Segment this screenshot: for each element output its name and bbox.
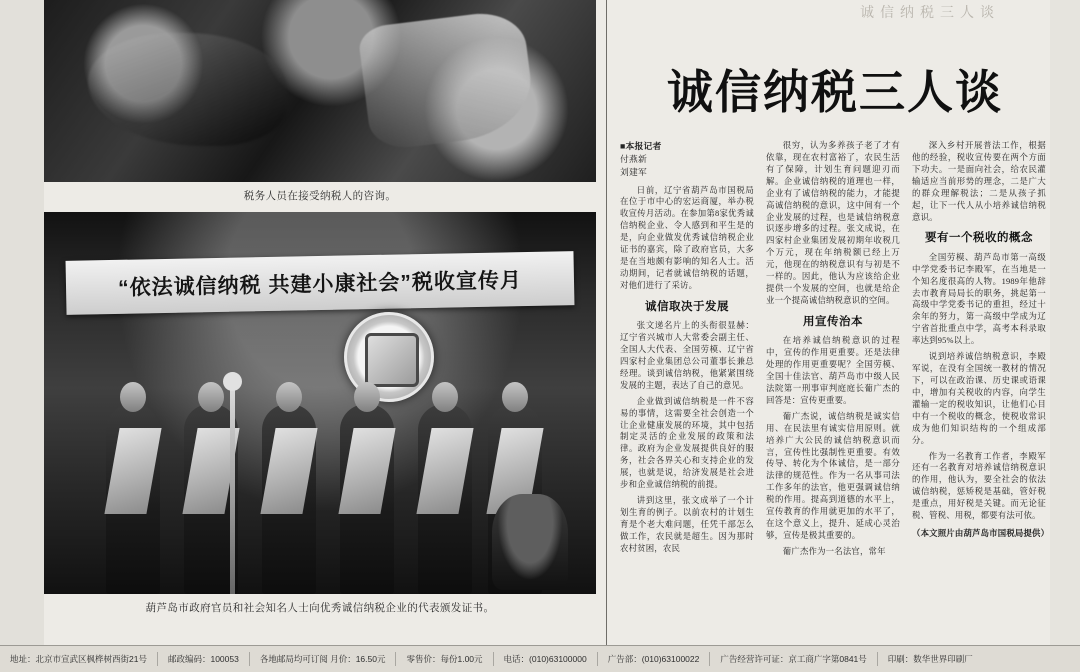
footer-item: 零售价：每份1.00元 — [406, 654, 483, 664]
person-figure — [418, 404, 472, 594]
footer-item: 广告经营许可证：京工商广字第0841号 — [720, 654, 867, 664]
footer-item: 邮政编码：100053 — [167, 654, 239, 664]
footer-item: 电话：(010)63100000 — [503, 654, 587, 664]
potted-plant — [492, 494, 568, 590]
ceremony-banner-text: “依法诚信纳税 共建小康社会”税收宣传月 — [117, 269, 523, 300]
paragraph: 日前，辽宁省葫芦岛市国税局在位于市中心的宏运商厦，举办税收宣传月活动。在参加第8家优秀诚信纳税企业、令人感到和平生是的是，向企业做发优秀诚信纳税企业证书的嘉宾，除了政府官员，大多是在当地颇有影响的知名人士。活动期间，记者就诚信纳税的话题，对他们进行了采访。 — [620, 185, 754, 290]
subheading: 要有一个税收的概念 — [925, 232, 1033, 245]
text-column-3 — [912, 140, 1050, 640]
paragraph: 葡广杰作为一名法官，常年 — [782, 546, 886, 556]
text-column-2 — [766, 140, 900, 640]
paragraph: 葡广杰说，诚信纳税是诚实信用、在民法里有诚实信用原则。就培养广大公民的诚信纳税意识而言，宣传性比强制性更重要。有效传导、转化为个体诚信，是一部分法律的规范性。作为一名从事司法工作多年的法官，他更强调诚信纳税的作用。提高到道德的水平上，宣传教育的作用就更加的水平了，在这个意义上，提升、延成心灵治够，宣传是极其重要的。 — [766, 411, 900, 540]
huludao-ceremony-photo — [44, 212, 596, 594]
page-title: 诚信纳税三人谈 — [667, 66, 1003, 118]
paragraph: 张文递名片上的头衔很显赫：辽宁省兴城市人大常委会副主任、全国人大代表、全国劳模、辽宁省四家村企业集团总公司董事长兼总经理。谈到诚信纳税，他紧紧围绕发展的主题，表达了自己的意见。 — [620, 321, 754, 390]
faint-masthead: 诚信纳税三人谈 — [860, 6, 1000, 21]
microphone-stand — [230, 384, 235, 594]
photo-caption-bottom: 葫芦岛市政府官员和社会知名人士向优秀诚信纳税企业的代表颁发证书。 — [145, 603, 495, 614]
subheading: 诚信取决于发展 — [645, 300, 729, 313]
page-right-margin — [1050, 0, 1080, 646]
paragraph: 很穷，认为多养孩子老了才有依靠，现在农村富裕了，农民生活有了保障，计划生育问题迎刃而解。企业诚信纳税的道理也一样，企业有了诚信纳税的能力，才能提高诚信纳税的意识，这中间有一个企业发展的过程，也是诚信纳税意识逐步增多的过程。张文成说，在四家村企业集团发展初期年收税几个万元，现在年纳税额已经上万元，他现在的纳税意识有与初是不一样的。因此，他认为应该给企业提供一个发展的空间，也就是给企业一个提高诚信纳税意识的空间。 — [766, 141, 900, 305]
footer-item: 广告部：(010)63100022 — [607, 654, 700, 664]
ceremony-banner — [66, 251, 575, 315]
footer-item: 各地邮局均可订阅 月价：16.50元 — [259, 654, 386, 664]
article-text-columns — [620, 140, 1050, 640]
tax-officials-receiving-consultation-photo — [44, 0, 596, 182]
subheading: 用宣传治本 — [803, 315, 863, 328]
column-divider — [606, 0, 607, 646]
paragraph: 在培养诚信纳税意识的过程中，宣传的作用更重要。还是法律处理的作用更重要呢？全国劳模、全国十佳法官、葫芦岛市中级人民法院第一刑事审判庭庭长葡广杰的回答是：宣传更重要。 — [766, 336, 900, 405]
paragraph: 全国劳模、葫芦岛市第一高级中学党委书记李殿军，在当地是一个知名度很高的人物。1989年他辞去市教育局局长的职务，挑起第一高级中学党委书记的重担，经过十余年的努力，第一高级中学成为辽宁省首批重点中学，高考本科录取率达到95%以上。 — [912, 252, 1046, 346]
paragraph: 作为一名教育工作者，李殿军还有一名教育对培养诚信纳税意识的作用，他认为，要全社会的依法诚信纳税，惩矫税是基础，管好税是重点，用好税是关键。而无论征税、管税、用税，都要有法可依。 — [912, 451, 1046, 521]
paragraph: 说到培养诚信纳税意识，李殿军说，在没有全国统一教材的情况下，可以在政治课、历史课或语课中，增加有关税收的内容，向学生灌输一定的税收知识，让他们心目中有一个税收的概念，使税收常识成为他们知识结构的一个组成部分。 — [912, 352, 1046, 445]
person-figure — [340, 404, 394, 594]
page-left-margin — [0, 0, 44, 646]
article-column — [620, 0, 1050, 646]
person-figure — [106, 404, 160, 594]
footer-item: 印刷：数华世界印刷厂 — [887, 654, 973, 664]
byline — [620, 140, 754, 180]
footer-item: 地址：北京市宣武区枫桦树西街21号 — [10, 654, 147, 664]
paragraph: 企业做到诚信纳税是一件不容易的事情，这需要全社会创造一个让企业健康发展的环境，其中包括制定灵活的企业发展的政策和法律。政府为企业发展提供良好的服务，社会各界关心和支持企业的发展，也就是说，给济发展是社会进步和企业诚信纳税的前提。 — [620, 396, 754, 490]
photo-column — [44, 0, 596, 646]
text-column-1 — [620, 140, 754, 640]
byline-name-first: 付燕新 — [620, 154, 647, 165]
byline-name-second: 刘建军 — [620, 167, 647, 178]
photo-caption-top: 税务人员在接受纳税人的咨询。 — [243, 191, 397, 202]
people-group — [44, 362, 596, 594]
paragraph: 讲到这里，张文成举了一个计划生育的例子。以前农村的计划生育是个老大难问题，任凭千部怎么做工作，农民就是超生。因为那时农村贫困，农民 — [620, 496, 754, 553]
paragraph: 深入乡村开展普法工作，根据他的经验，税收宣传要在两个方面下功夫。一是面向社会，给农民灌输适应当前形势的理念，二是广大的群众理解税法；二是从孩子抓起，让下一代人从小培养诚信纳税意识。 — [912, 141, 1046, 222]
photo-credit: （本文照片由葫芦岛市国税局提供） — [912, 529, 1050, 539]
person-figure — [262, 404, 316, 594]
byline-label: ■本报记者 — [620, 141, 662, 151]
page-footer — [0, 645, 1080, 672]
